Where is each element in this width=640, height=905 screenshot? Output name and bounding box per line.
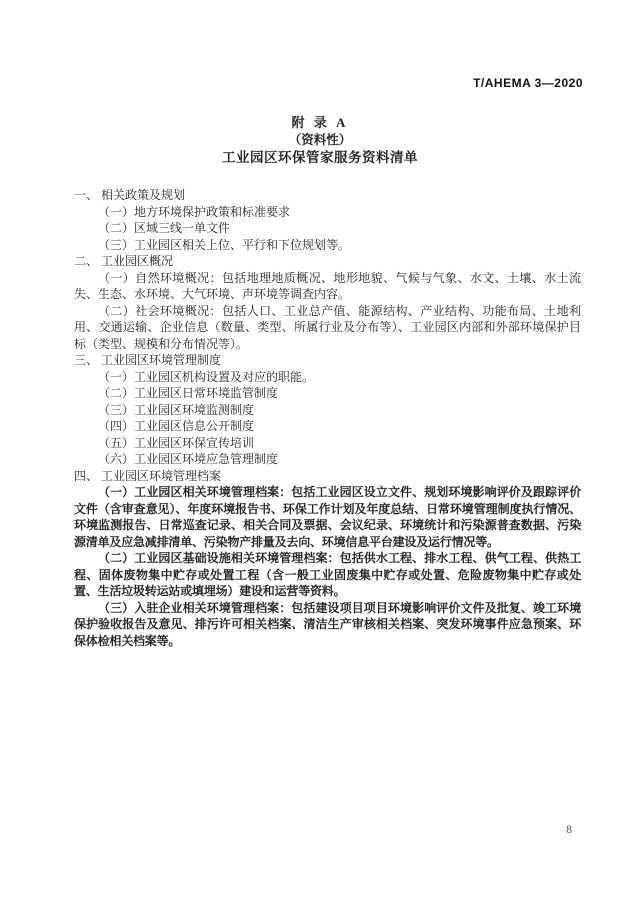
appendix-type-note: （资料性）	[288, 133, 352, 147]
section-4-item-1: （一）工业园区相关环境管理档案：包括工业园区设立文件、规划环境影响评价及跟踪评价文件（含审查意见）、年度环境报告书、环保工作计划及年度总结、日常环境管理制度执行情况、环境监测报告、日常巡查记录、相关合同及票据、会议纪录、环境统计和污染源普查数据、污染源清单及应急减排清单、污染物产排量及去向、环境信息平台建设及运行情况等。	[74, 485, 581, 549]
section-3-item-4: （四）工业园区信息公开制度	[98, 419, 255, 433]
section-3-item-1: （一）工业园区机构设置及对应的职能。	[98, 369, 315, 384]
section-3-item-5: （五）工业园区环保宣传培训	[98, 435, 255, 450]
standard-number: T/AHEMA 3—2020	[473, 76, 583, 90]
appendix-document-title: 工业园区环保管家服务资料清单	[222, 150, 418, 165]
section-2-item-1: （一）自然环境概况：包括地理地质概况、地形地貌、气候与气象、水文、土壤、水土流失、生态、水环境、大气环境、声环境等调查内容。	[74, 270, 581, 301]
section-3-item-3: （三）工业园区环境监测制度	[98, 402, 255, 417]
section-1-item-3: （三）工业园区相关上位、平行和下位规划等。	[98, 237, 351, 252]
section-4-item-2: （二）工业园区基础设施相关环境管理档案：包括供水工程、排水工程、供气工程、供热工程、固体废物集中贮存或处置工程（含一般工业固废集中贮存或处置、危险废物集中贮存或处置、生活垃圾转运站或填埋场）建设和运营等资料。	[74, 551, 581, 598]
section-4-heading: 四、 工业园区环境管理档案	[74, 468, 222, 483]
appendix-heading: 附 录 A	[291, 115, 349, 130]
section-3-item-6: （六）工业园区环境应急管理制度	[98, 452, 279, 466]
section-2-item-2: （二）社会环境概况：包括人口、工业总产值、能源结构、产业结构、功能布局、土地利用、交通运输、企业信息（数量、类型、所属行业及分布等）、工业园区内部和外部环境保护目标（类型、规模和分布情况等）。	[74, 303, 581, 351]
page-number: 8	[566, 824, 572, 836]
section-3-heading: 三、 工业园区环境管理制度	[74, 353, 222, 367]
section-1-item-1: （一）地方环境保护政策和标准要求	[98, 204, 291, 219]
title-block	[0, 114, 640, 167]
section-1-item-2: （二）区域三线一单文件	[98, 221, 231, 235]
section-3-item-2: （二）工业园区日常环境监管制度	[98, 386, 279, 400]
document-body	[74, 187, 581, 649]
section-2-heading: 二、 工业园区概况	[74, 254, 174, 268]
section-4-item-3: （三）入驻企业相关环境管理档案：包括建设项目项目环境影响评价文件及批复、竣工环境保护验收报告及意见、排污许可相关档案、清洁生产审核相关档案、突发环境事件应急预案、环保体检相关档案等。	[74, 600, 581, 648]
section-1-heading: 一、 相关政策及规划	[74, 188, 186, 202]
